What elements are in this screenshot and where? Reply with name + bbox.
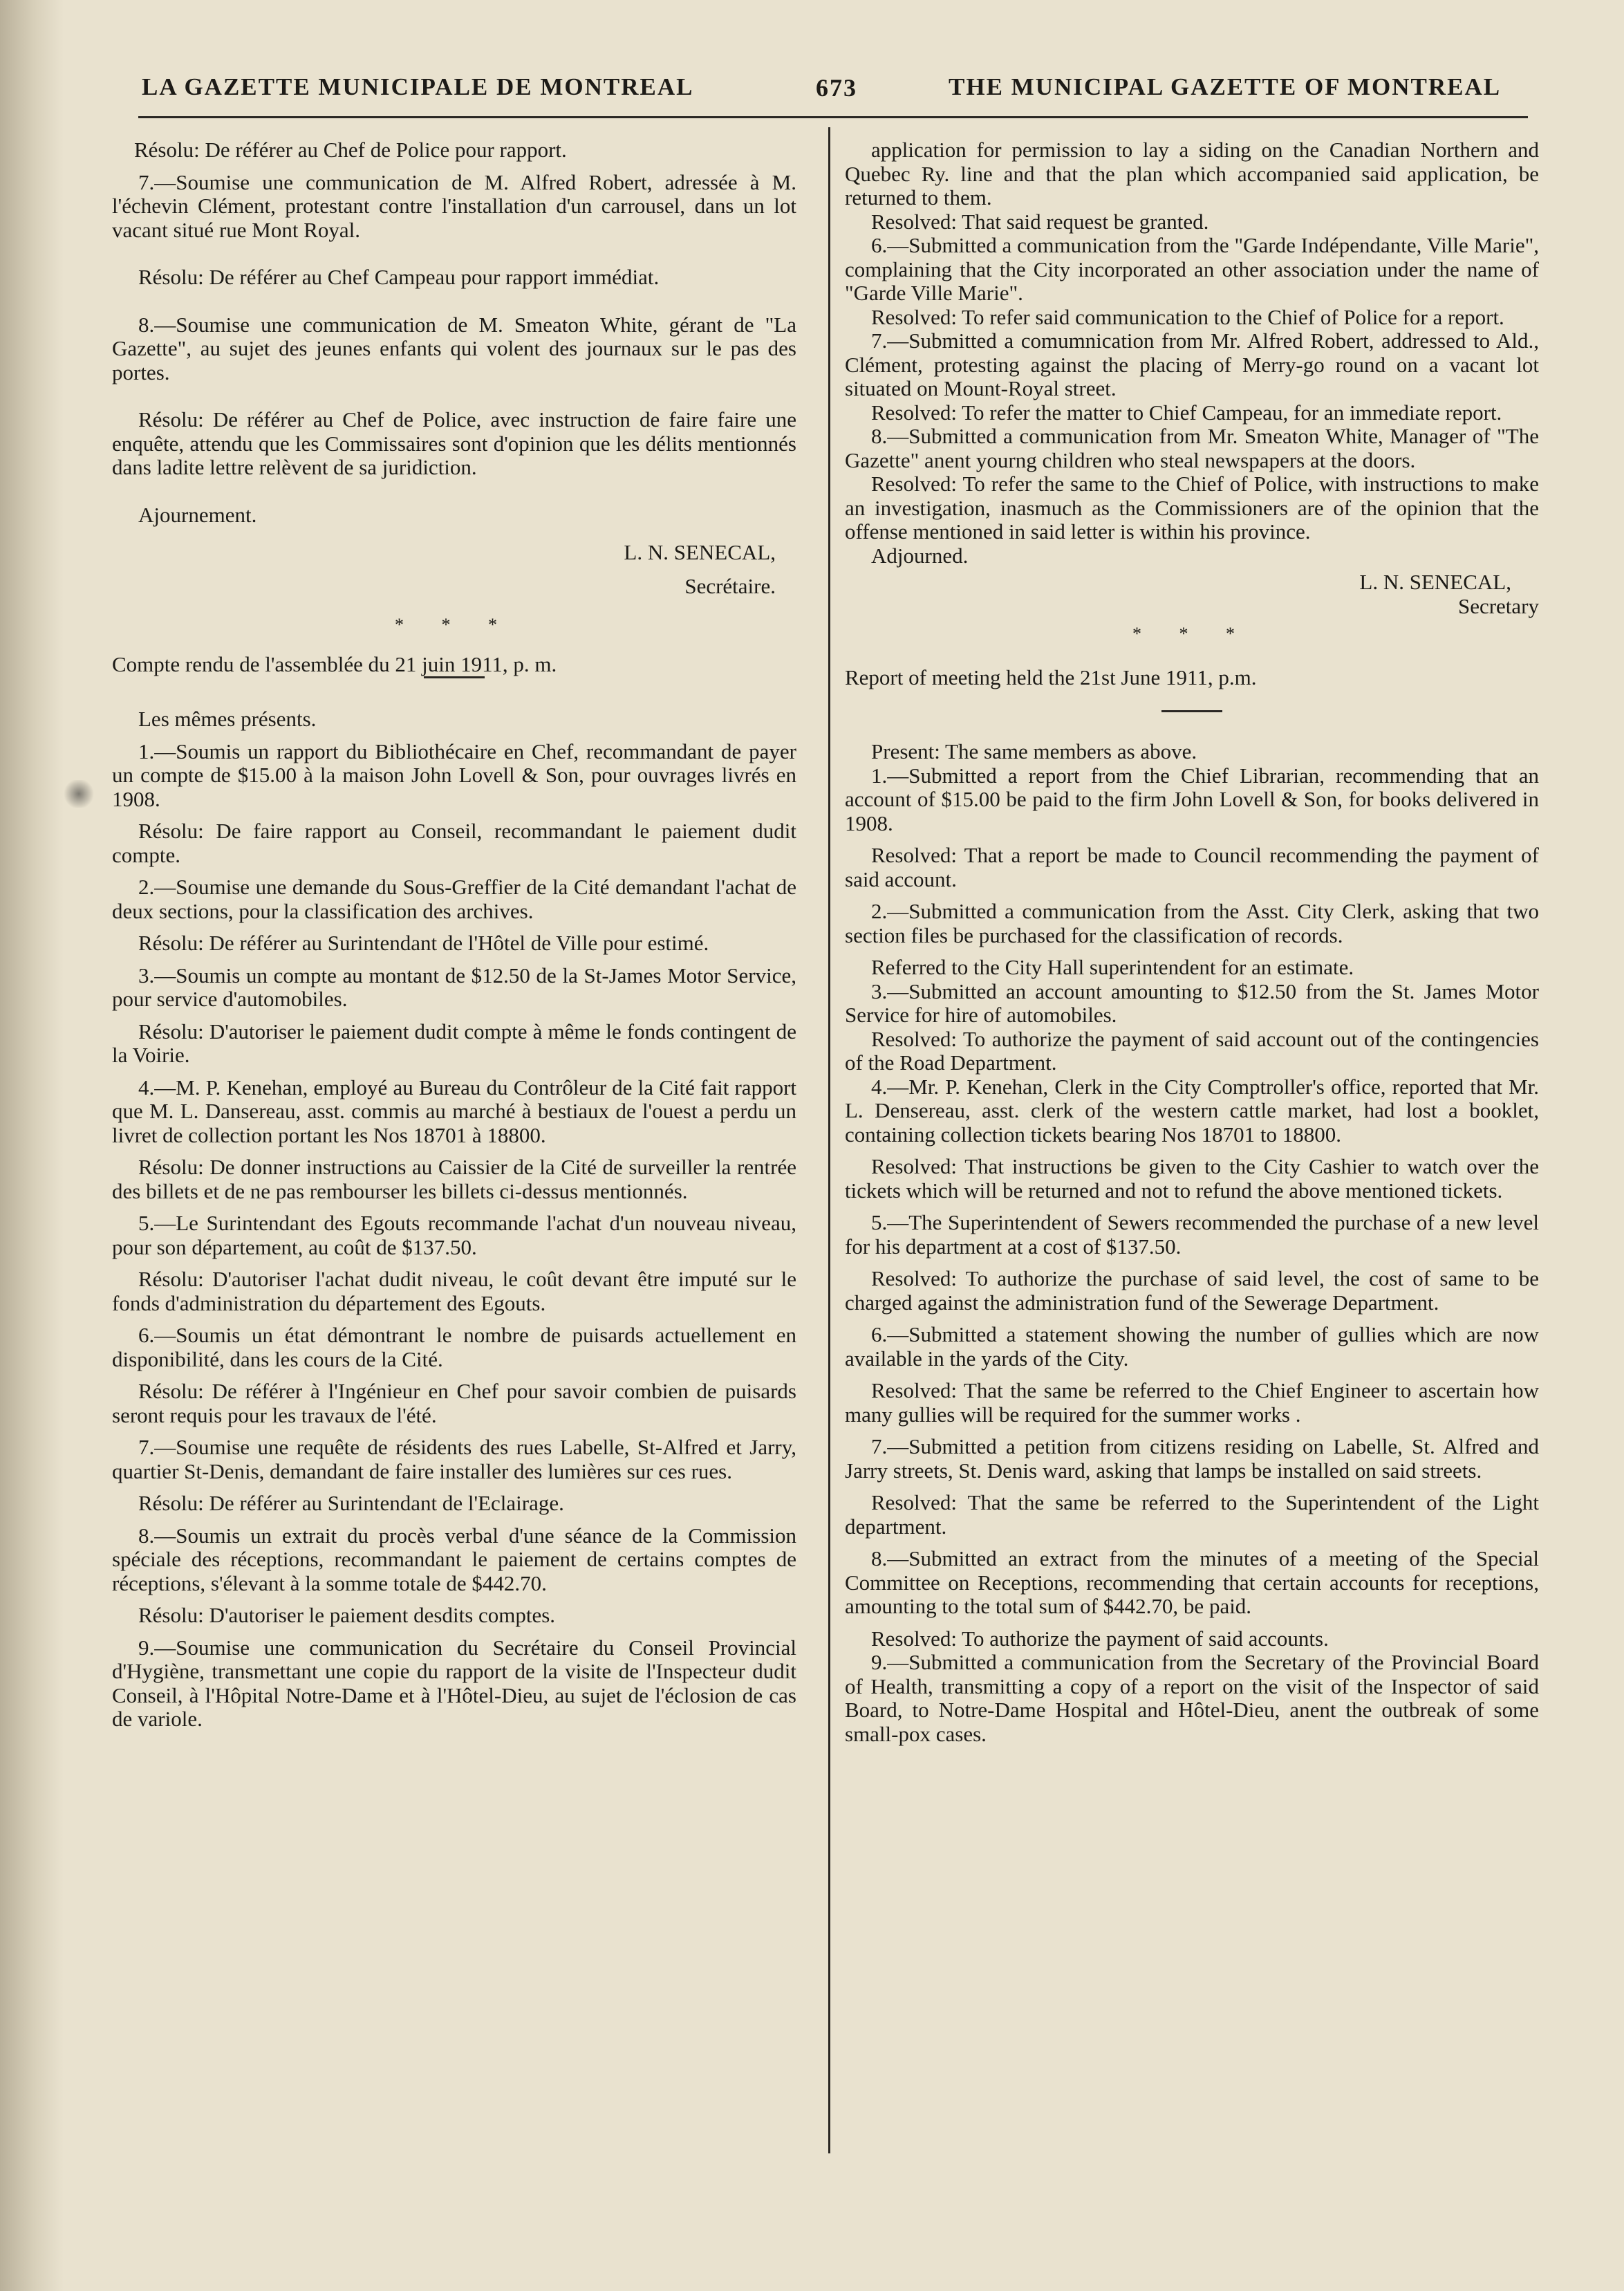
paragraph: Résolu: De donner instructions au Caissier de la Cité de surveiller la rentrée des billets et de ne pas rembourser les billets ci-dessus mentionnés.: [112, 1155, 796, 1203]
paragraph: Resolved: That instructions be given to the City Cashier to watch over the tickets which will be returned and not to refund the above mentioned tickets.: [845, 1154, 1539, 1203]
paragraph: 1.—Submitted a report from the Chief Librarian, recommending that an account of $15.00 be paid to the firm John Lovell & Son, for books delivered in 1908.: [845, 763, 1539, 835]
paragraph: Resolved: To refer the same to the Chief of Police, with instructions to make an investigation, inasmuch as the Commissioners are of the opinion that the offense mentioned in said letter is within his province.: [845, 472, 1539, 544]
paragraph: 2.—Submitted a communication from the Asst. City Clerk, asking that two section files be purchased for the classification of records.: [845, 899, 1539, 947]
paragraph: Present: The same members as above.: [871, 739, 1197, 763]
column-divider: [828, 127, 830, 2153]
english-column: [845, 138, 1539, 1746]
section-rule: [424, 676, 485, 678]
signature-title: Secrétaire.: [684, 573, 776, 598]
paragraph: Résolu: De référer au Surintendant de l'Hôtel de Ville pour estimé.: [138, 931, 709, 955]
paragraph: 3.—Submitted an account amounting to $12.50 from the St. James Motor Service for hire of automobiles.: [845, 978, 1539, 1027]
paragraph: 2.—Soumise une demande du Sous-Greffier de la Cité demandant l'achat de deux sections, pour la classification des archives.: [112, 875, 796, 923]
paragraph: 8.—Soumis un extrait du procès verbal d'une séance de la Commission spéciale des réceptions, recommandant le paiement de certains comptes de réceptions, s'élevant à la somme totale de $442.70.: [112, 1523, 796, 1595]
paragraph: Resolved: That the same be referred to the Chief Engineer to ascertain how many gullies will be required for the summer works .: [845, 1378, 1539, 1427]
ink-smudge: [62, 780, 95, 808]
paragraph: 6.—Submitted a communication from the "Garde Indépendante, Ville Marie", complaining that the City incorporated an other association under the name of "Garde Ville Marie".: [845, 233, 1539, 305]
paragraph: Resolved: That a report be made to Council recommending the payment of said account.: [845, 843, 1539, 891]
paragraph: Resolved: To authorize the payment of said account out of the contingencies of the Road Department.: [845, 1026, 1539, 1075]
paragraph: Resolved: To authorize the purchase of said level, the cost of same to be charged against the administration fund of the Sewerage Department.: [845, 1266, 1539, 1315]
page-number: 673: [816, 74, 857, 102]
section-stars: * * *: [395, 615, 514, 635]
page-binding-shadow: [0, 0, 64, 2291]
signature-title: Secretary: [1457, 593, 1539, 618]
paragraph: 8.—Submitted a communication from Mr. Smeaton White, Manager of "The Gazette" anent yourng children who steal newspapers at the doors.: [845, 424, 1539, 472]
paragraph: 8.—Soumise une communication de M. Smeaton White, gérant de "La Gazette", au sujet des jeunes enfants qui volent des journaux sur le pas des portes.: [112, 312, 796, 384]
paragraph: Resolved: To authorize the payment of said accounts.: [871, 1626, 1329, 1651]
paragraph: Resolved: To refer the matter to Chief Campeau, for an immediate report.: [871, 400, 1502, 425]
signature-name: L. N. SENECAL,: [624, 540, 776, 564]
paragraph: 5.—The Superintendent of Sewers recommended the purchase of a new level for his department at a cost of $137.50.: [845, 1210, 1539, 1259]
paragraph: Ajournement.: [138, 502, 257, 527]
paragraph: Résolu: D'autoriser le paiement desdits comptes.: [138, 1603, 556, 1627]
paragraph: 7.—Soumise une communication de M. Alfred Robert, adressée à M. l'échevin Clément, protestant contre l'installation d'un carrousel, dans un lot vacant situé rue Mont Royal.: [112, 169, 796, 242]
section-stars: * * *: [1132, 624, 1251, 644]
report-title: Compte rendu de l'assemblée du 21 juin 1911, p. m.: [112, 651, 557, 676]
paragraph: Résolu: De référer à l'Ingénieur en Chef pour savoir combien de puisards seront requis pour les travaux de l'été.: [112, 1379, 796, 1427]
paragraph: 4.—M. P. Kenehan, employé au Bureau du Contrôleur de la Cité fait rapport que M. L. Dansereau, asst. commis au marché à bestiaux de l'ouest a perdu un livret de collection portant les Nos 18701 à 18800.: [112, 1075, 796, 1147]
section-rule: [1161, 710, 1222, 712]
header-title-english: THE MUNICIPAL GAZETTE OF MONTREAL: [949, 73, 1502, 100]
paragraph: Résolu: De référer au Chef de Police pour rapport.: [134, 138, 567, 162]
paragraph: Resolved: To refer said communication to the Chief of Police for a report.: [871, 304, 1504, 329]
paragraph: Les mêmes présents.: [138, 707, 317, 731]
paragraph: 8.—Submitted an extract from the minutes of a meeting of the Special Committee on Receptions, recommending that certain accounts for receptions, amounting to the total sum of $442.70, be paid.: [845, 1546, 1539, 1618]
paragraph: 9.—Soumise une communication du Secrétaire du Conseil Provincial d'Hygiène, transmettant une copie du rapport de la visite de l'Inspecteur dudit Conseil, à l'Hôpital Notre-Dame et à l'Hôtel-Dieu, au sujet de l'éclosion de cas de variole.: [112, 1635, 796, 1731]
paragraph: 6.—Soumis un état démontrant le nombre de puisards actuellement en disponibilité, dans les cours de la Cité.: [112, 1323, 796, 1371]
paragraph: 7.—Soumise une requête de résidents des rues Labelle, St-Alfred et Jarry, quartier St-Denis, demandant de faire installer des lumières sur ces rues.: [112, 1435, 796, 1483]
paragraph: 3.—Soumis un compte au montant de $12.50 de la St-James Motor Service, pour service d'automobiles.: [112, 963, 796, 1011]
paragraph: Résolu: De référer au Chef Campeau pour rapport immédiat.: [138, 265, 660, 289]
paragraph: application for permission to lay a siding on the Canadian Northern and Quebec Ry. line and that the plan which accompanied said application, be returned to them.: [845, 138, 1539, 210]
paragraph: 9.—Submitted a communication from the Secretary of the Provincial Board of Health, transmitting a copy of a report on the visit of the Inspector of said Board, to Notre-Dame Hospital and Hôtel-Dieu, anent the outbreak of some small-pox cases.: [845, 1650, 1539, 1746]
paragraph: Resolved: That said request be granted.: [871, 209, 1209, 234]
paragraph: 7.—Submitted a comumnication from Mr. Alfred Robert, addressed to Ald., Clément, protesting against the placing of Merry-go round on a vacant lot situated on Mount-Royal street.: [845, 328, 1539, 400]
paragraph: Résolu: De référer au Surintendant de l'Eclairage.: [138, 1491, 564, 1515]
paragraph: 6.—Submitted a statement showing the number of gullies which are now available in the yards of the City.: [845, 1322, 1539, 1371]
paragraph: Adjourned.: [871, 543, 969, 568]
header-title-french: LA GAZETTE MUNICIPALE DE MONTREAL: [142, 73, 694, 100]
paragraph: Résolu: D'autoriser le paiement dudit compte à même le fonds contingent de la Voirie.: [112, 1019, 796, 1067]
paragraph: Referred to the City Hall superintendent for an estimate.: [871, 955, 1354, 979]
paragraph: Resolved: That the same be referred to the Superintendent of the Light department.: [845, 1490, 1539, 1539]
report-title: Report of meeting held the 21st June 1911, p.m.: [845, 665, 1257, 689]
paragraph: Résolu: De faire rapport au Conseil, recommandant le paiement dudit compte.: [112, 819, 796, 867]
paragraph: 5.—Le Surintendant des Egouts recommande l'achat d'un nouveau niveau, pour son département, au coût de $137.50.: [112, 1211, 796, 1259]
french-column: [112, 138, 796, 1732]
paragraph: 4.—Mr. P. Kenehan, Clerk in the City Comptroller's office, reported that Mr. L. Densereau, asst. clerk of the western cattle market, had lost a booklet, containing collection tickets bearing Nos 18701 to 18800.: [845, 1074, 1539, 1147]
paragraph: 1.—Soumis un rapport du Bibliothécaire en Chef, recommandant de payer un compte de $15.00 à la maison John Lovell & Son, pour ouvrages livrés en 1908.: [112, 739, 796, 811]
paragraph: 7.—Submitted a petition from citizens residing on Labelle, St. Alfred and Jarry streets, St. Denis ward, asking that lamps be installed on said streets.: [845, 1434, 1539, 1483]
paragraph: Résolu: De référer au Chef de Police, avec instruction de faire faire une enquête, attendu que les Commissaires sont d'opinion que les délits mentionnés dans ladite lettre relèvent de sa juridiction.: [112, 407, 796, 479]
signature-name: L. N. SENECAL,: [1359, 570, 1511, 594]
header-rule: [138, 116, 1528, 118]
paragraph: Résolu: D'autoriser l'achat dudit niveau, le coût devant être imputé sur le fonds d'administration du département des Egouts.: [112, 1267, 796, 1315]
